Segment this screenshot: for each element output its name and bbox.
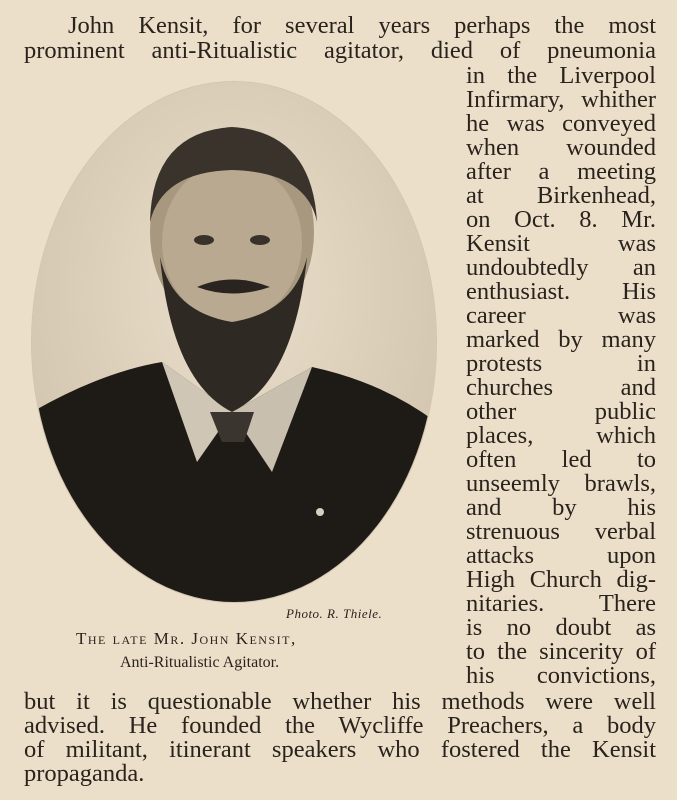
article-line: other public bbox=[466, 398, 656, 425]
portrait-illustration bbox=[32, 82, 436, 602]
article-line: his convictions, bbox=[466, 662, 656, 689]
article-line: protests in bbox=[466, 350, 656, 377]
article-line: High Church dig- bbox=[466, 566, 656, 593]
article-line: is no doubt as bbox=[466, 614, 656, 641]
article-line: churches and bbox=[466, 374, 656, 401]
photo-credit: Photo. R. Thiele. bbox=[286, 606, 383, 621]
article-line: in the Liverpool bbox=[466, 62, 656, 89]
article-line: places, which bbox=[466, 422, 656, 449]
article-line: at Birkenhead, bbox=[466, 182, 656, 209]
article-line: and by his bbox=[466, 494, 656, 521]
article-line: prominent anti-Ritualistic agitator, died of pneumonia bbox=[24, 37, 656, 64]
article-line: enthusiast. His bbox=[466, 278, 656, 305]
article-line: to the sincerity of bbox=[466, 638, 656, 665]
article-line: nitaries. There bbox=[466, 590, 656, 617]
article-line: but it is questionable whether his methods were well bbox=[24, 688, 656, 715]
portrait-photo bbox=[32, 82, 436, 602]
article-line: of militant, itinerant speakers who fostered the Kensit bbox=[24, 736, 656, 763]
article-line: attacks upon bbox=[466, 542, 656, 569]
article-line: undoubtedly an bbox=[466, 254, 656, 281]
article-line: on Oct. 8. Mr. bbox=[466, 206, 656, 233]
article-line: he was conveyed bbox=[466, 110, 656, 137]
article-line: often led to bbox=[466, 446, 656, 473]
article-line: unseemly brawls, bbox=[466, 470, 656, 497]
article-line: strenuous verbal bbox=[466, 518, 656, 545]
article-line: marked by many bbox=[466, 326, 656, 353]
article-line: after a meeting bbox=[466, 158, 656, 185]
article-line: propaganda. bbox=[24, 760, 145, 787]
article-line: John Kensit, for several years perhaps the most bbox=[68, 12, 656, 39]
article-line: advised. He founded the Wycliffe Preachers, a body bbox=[24, 712, 656, 739]
article-line: Infirmary, whither bbox=[466, 86, 656, 113]
article-line: Kensit was bbox=[466, 230, 656, 257]
figure-caption-title: The late Mr. John Kensit, bbox=[76, 629, 297, 648]
article-line: career was bbox=[466, 302, 656, 329]
article-line: when wounded bbox=[466, 134, 656, 161]
figure-caption-subtitle: Anti-Ritualistic Agitator. bbox=[120, 654, 280, 671]
